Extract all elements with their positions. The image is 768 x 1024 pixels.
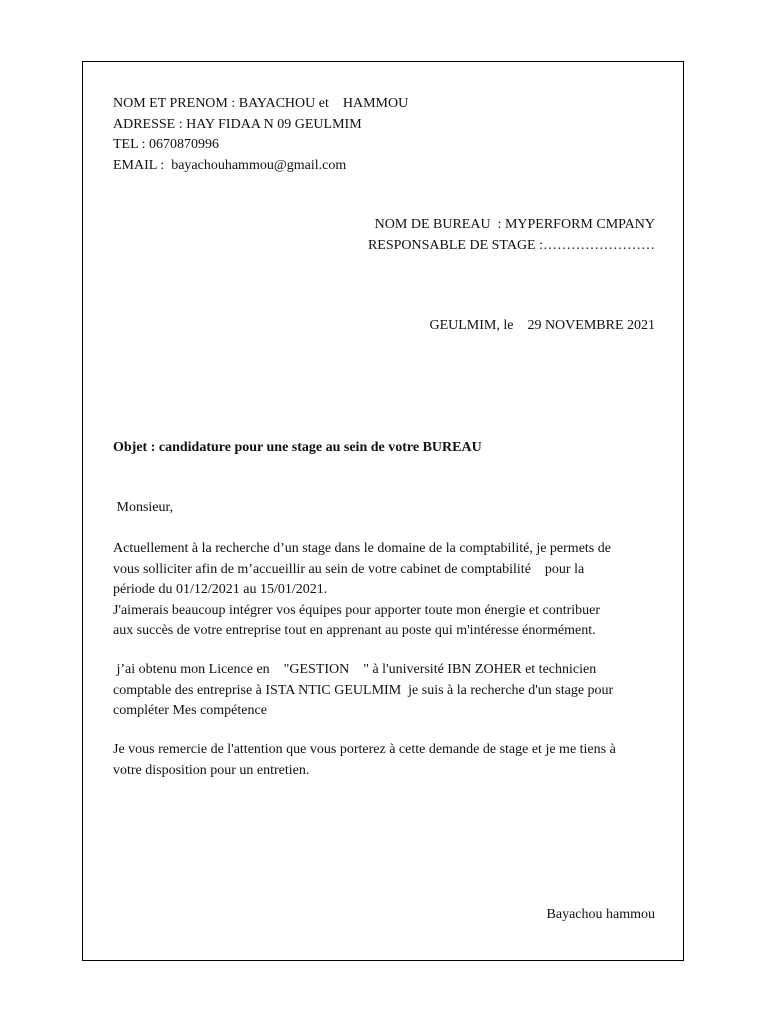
- paragraph-line: j’ai obtenu mon Licence en "GESTION " à l'université IBN ZOHER et technicien: [113, 662, 597, 677]
- signature-text: Bayachou hammou: [546, 907, 655, 922]
- paragraph-line: aux succès de votre entreprise tout en apprenant au poste qui m'intéresse énormément.: [113, 623, 596, 638]
- subject-line: [113, 438, 655, 459]
- letter-page: [82, 61, 684, 961]
- paragraph-1: [113, 539, 655, 642]
- sender-tel: TEL : 0670870996: [113, 137, 220, 152]
- paragraph-line: votre disposition pour un entretien.: [113, 762, 310, 778]
- paragraph-line: compléter Mes compétence: [113, 703, 267, 718]
- paragraph-line: J'aimerais beaucoup intégrer vos équipes pour apporter toute mon énergie et contribuer: [113, 602, 601, 618]
- recipient-block: [113, 215, 655, 256]
- paragraph-3: [113, 740, 655, 781]
- paragraph-line: période du 01/12/2021 au 15/01/2021.: [113, 582, 328, 597]
- greeting-text: Monsieur,: [113, 500, 174, 515]
- sender-email: EMAIL : bayachouhammou@gmail.com: [113, 157, 347, 173]
- sender-address: ADRESSE : HAY FIDAA N 09 GEULMIM: [113, 116, 362, 132]
- signature: [113, 905, 655, 926]
- date-text: GEULMIM, le 29 NOVEMBRE 2021: [429, 318, 655, 333]
- paragraph-line: comptable des entreprise à ISTA NTIC GEULMIM je suis à la recherche d'un stage pour: [113, 682, 614, 698]
- date-line: [113, 316, 655, 337]
- recipient-manager: RESPONSABLE DE STAGE :……………………: [367, 237, 655, 253]
- sender-name: NOM ET PRENOM : BAYACHOU et HAMMOU: [113, 96, 409, 111]
- paragraph-line: Je vous remercie de l'attention que vous porterez à cette demande de stage et je me tiens à: [113, 742, 616, 757]
- recipient-office: NOM DE BUREAU : MYPERFORM CMPANY: [374, 217, 655, 232]
- greeting: [113, 498, 655, 519]
- paragraph-2: [113, 660, 655, 722]
- paragraph-line: Actuellement à la recherche d’un stage dans le domaine de la comptabilité, je permets de: [113, 541, 611, 556]
- paragraph-line: vous solliciter afin de m’accueillir au sein de votre cabinet de comptabilité pour la: [113, 561, 585, 577]
- sender-block: [113, 94, 655, 176]
- subject-text: Objet : candidature pour une stage au sein de votre BUREAU: [113, 440, 482, 455]
